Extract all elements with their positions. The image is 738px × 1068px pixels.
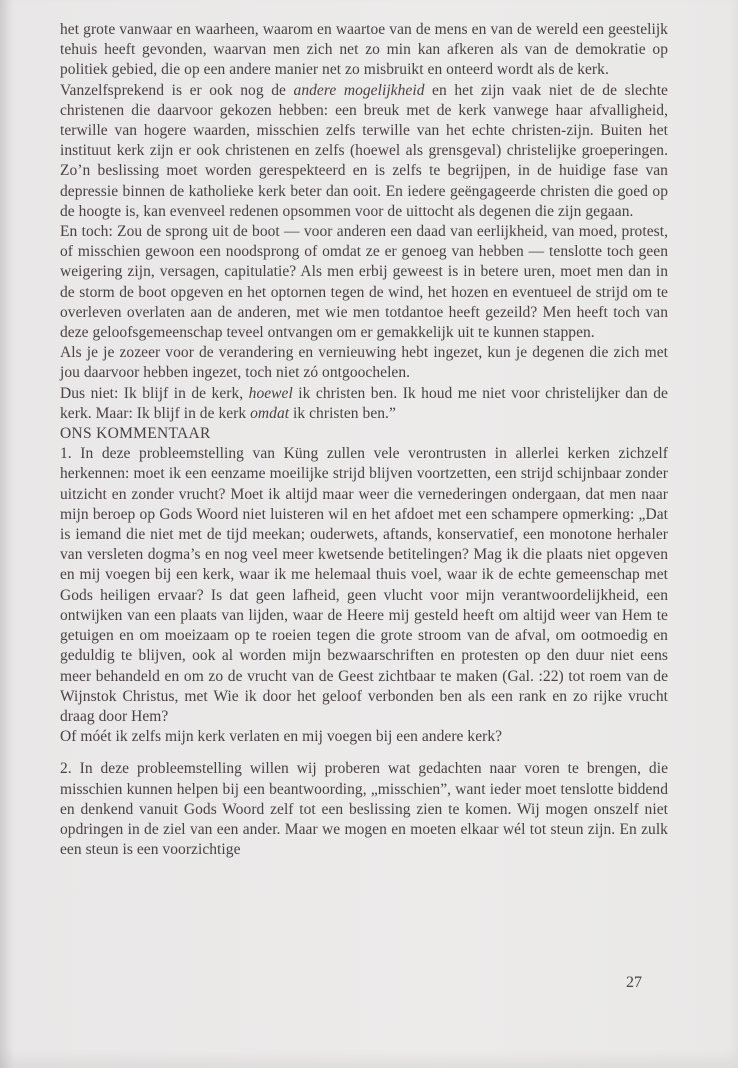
text-column (60, 20, 668, 860)
intro-p2-emphasis: andere mogelijkheid (293, 81, 425, 99)
page-number: 27 (626, 974, 642, 991)
intro-p5-a: Dus niet: Ik blijf in de kerk, (60, 384, 249, 402)
intro-paragraph-4: Als je je zozeer voor de verandering en vernieuwing hebt ingezet, kun je degenen die zich met jou daarvoor hebben ingezet, toch niet zó ontgoochelen. (60, 344, 668, 382)
intro-paragraph-3: En toch: Zou de sprong uit de boot — voor anderen een daad van eerlijkheid, van moed, protest, of misschien gewoon een noodsprong of omdat ze er genoeg van hebben — tenslotte toch geen weigering zijn, versagen, capitulatie? Als men erbij geweest is in betere uren, moet men dan in de storm de boot opgeven en het optornen tegen de wind, het hozen en eventueel de strijd om te overleven overlaten aan de anderen, met wie men totdantoe heeft gezeild? Men heeft toch van deze geloofsgemeenschap teveel ontvangen om er gemakkelijk uit te kunnen stappen. (60, 223, 668, 342)
section-paragraph-3: 2. In deze probleemstelling willen wij proberen wat gedachten naar voren te brengen, die misschien kunnen helpen bij een beantwoording, „misschien”, want ieder moet tenslotte biddend en denkend vanuit Gods Woord zelf tot een beslissing zien te komen. Wij mogen onszelf niet opdringen in de ziel van een ander. Maar we mogen en moeten elkaar wél tot steun zijn. En zulk een steun is een voorzichtige (60, 760, 668, 859)
intro-paragraph-2 (60, 81, 668, 222)
intro-paragraph-1: het grote vanwaar en waarheen, waarom en waartoe van de mens en van de wereld een geestelijk tehuis heeft gevonden, waarvan men zich net zo min kan afkeren als van de demokratie op politiek gebied, die op een andere manier net zo misbruikt en onteerd wordt als de kerk. (60, 21, 668, 79)
intro-p5-emphasis-2: omdat (250, 404, 290, 422)
intro-p2-start: Vanzelfsprekend is er ook nog de (60, 81, 294, 99)
intro-p2-end: en het zijn vaak niet de de slechte christenen die daarvoor gekozen hebben: een breuk met de kerk vanwege haar afvalligheid, terwille van hogere waarden, misschien zelfs terwille van het echte christen-zijn. Buiten het instituut kerk zijn er ook christenen en zelfs (hoewel als grensgeval) christelijke groeperingen. Zo’n beslissing moet worden gerespekteerd en is zelfs te begrijpen, in de huidige fase van depressie binnen de katholieke kerk beter dan ooit. En iedere geëngageerde christen die goed op de hoogte is, kan evenveel redenen opsommen voor de uittocht als degenen die zijn gegaan. (60, 81, 668, 220)
section-heading: ONS KOMMENTAAR (60, 425, 211, 443)
intro-p5-c: ik christen ben.” (289, 404, 396, 422)
section-paragraph-1: 1. In deze probleemstelling van Küng zullen vele verontrusten in allerlei kerken zichzelf herkennen: moet ik een eenzame moeilijke strijd blijven voortzetten, een strijd schijnbaar zonder uitzicht en zonder vrucht? Moet ik altijd maar weer die vernederingen ondergaan, dat men naar mijn beroep op Gods Woord niet luisteren wil en het afdoet met een schampere opmerking: „Dat is iemand die niet met de tijd meekan; ouderwets, aftands, konservatief, een monotone herhaler van versleten dogma’s en nog veel meer kwetsende betitelingen? Mag ik die plaats niet opgeven en mij voegen bij een kerk, waar ik me helemaal thuis voel, waar ik de echte gemeenschap met Gods heiligen ervaar? Is dat geen lafheid, geen vlucht voor mijn verantwoordelijkheid, een ontwijken van een plaats van lijden, waar de Heere mij gesteld heeft om altijd weer van Hem te getuigen en om moeizaam op te roeien tegen die grote stroom van de afval, om ootmoedig en geduldig te blijven, ook al worden mijn bezwaarschriften en protesten op den duur niet eens meer behandeld en om zo de vrucht van de Geest zichtbaar te maken (Gal. :22) tot roem van de Wijnstok Christus, met Wie ik door het geloof verbonden ben als een rank en zo rijke vrucht draag door Hem? (60, 445, 668, 725)
section-paragraph-2: Of móét ik zelfs mijn kerk verlaten en mij voegen bij een andere kerk? (60, 728, 503, 746)
intro-p5-b: ik christen ben. Ik houd me niet voor christelijker dan de kerk. Maar: Ik blijf in de kerk (60, 384, 668, 422)
intro-paragraph-5 (60, 384, 668, 424)
intro-p5-emphasis-1: hoewel (248, 384, 293, 402)
